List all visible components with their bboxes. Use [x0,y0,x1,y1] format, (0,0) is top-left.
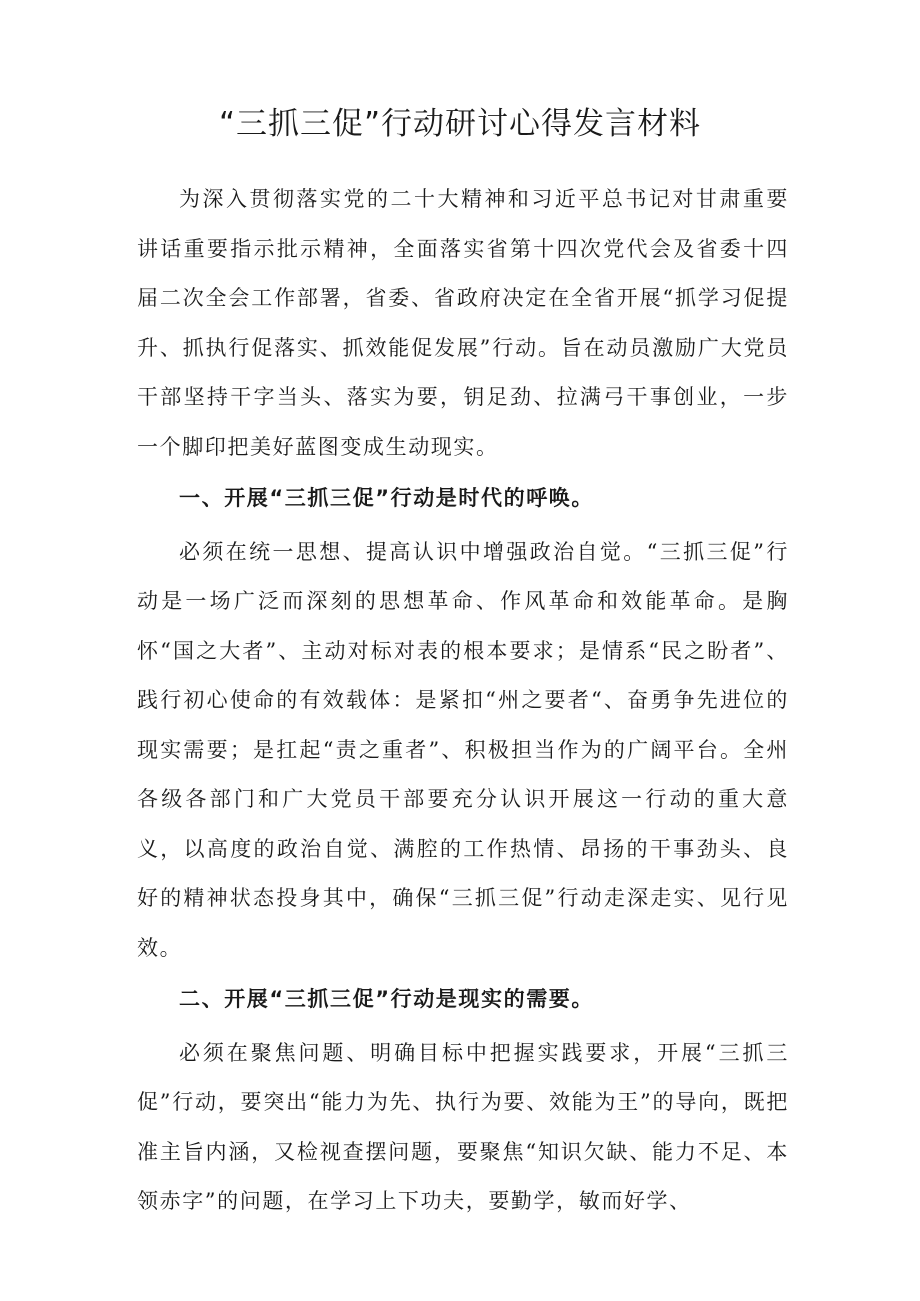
intro-paragraph: 为深入贯彻落实党的二十大精神和习近平总书记对甘肃重要讲话重要指示批示精神，全面落实省第十四次党代会及省委十四届二次全会工作部署，省委、省政府决定在全省开展“抓学习促提升、抓执行促落实、抓效能促发展”行动。旨在动员激励广大党员干部坚持干字当头、落实为要，钥足劲、拉满弓干事创业，一步一个脚印把美好蓝图变成生动现实。 [137,187,789,459]
section-heading-1: 一、开展“三抓三促”行动是时代的呼唤。 [179,486,595,510]
section-1-paragraph: 必须在统一思想、提高认识中增强政治自觉。“三抓三促”行动是一场广泛而深刻的思想革命、作风革命和效能革命。是胸怀“国之大者”、主动对标对表的根本要求；是情系“民之盼者”、践行初心使命的有效载体：是紧扣“州之要者“、奋勇争先进位的现实需要；是扛起“责之重者”、积极担当作为的广阔平台。全州各级各部门和广大党员干部要充分认识开展这一行动的重大意义，以高度的政治自觉、满腔的工作热情、昂扬的干事劲头、良好的精神状态投身其中，确保“三抓三促”行动走深走实、见行见效。 [137,539,789,960]
section-heading-2: 二、开展“三抓三促”行动是现实的需要。 [179,987,595,1011]
section-2-paragraph: 必须在聚焦问题、明确目标中把握实践要求，开展“三抓三促”行动，要突出“能力为先、执行为要、效能为王”的导向，既把准主旨内涵，又检视查摆问题，要聚焦“知识欠缺、能力不足、本领赤字”的问题，在学习上下功夫，要勤学，敏而好学、 [137,1040,789,1213]
document-title: “三抓三促”行动研讨心得发言材料 [218,106,702,142]
document-body [137,175,789,1227]
